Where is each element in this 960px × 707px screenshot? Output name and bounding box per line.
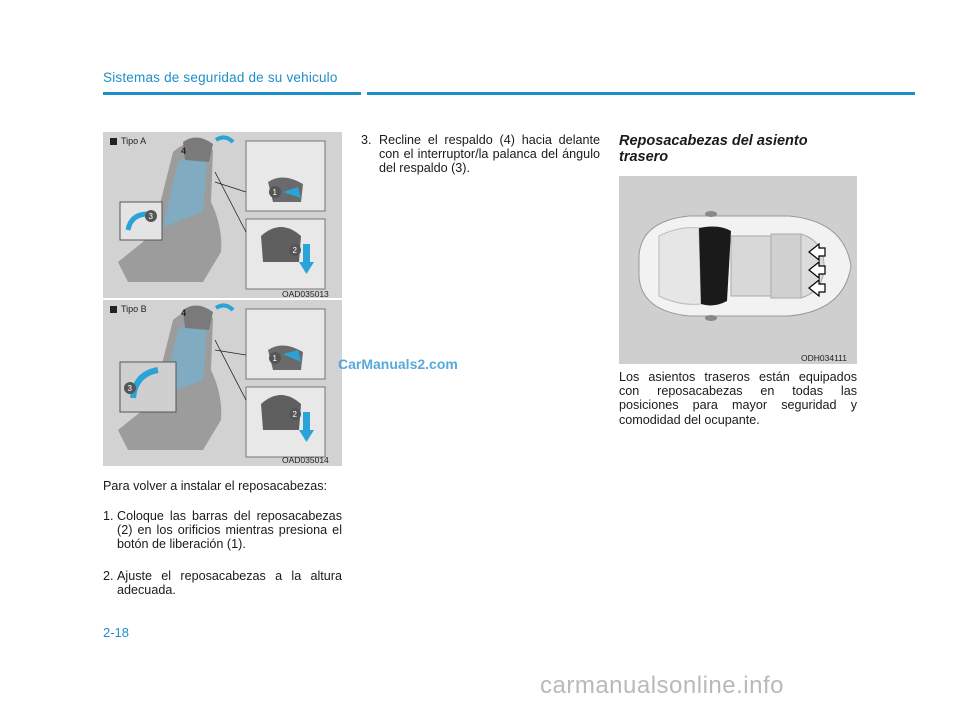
seat-illustration-a <box>103 132 342 298</box>
svg-text:4: 4 <box>181 146 187 156</box>
header-rule-right <box>367 92 915 95</box>
svg-text:4: 4 <box>181 308 187 318</box>
section-title: Reposacabezas del asiento trasero <box>619 133 808 165</box>
svg-text:2: 2 <box>292 246 297 255</box>
list-item-2-text: Ajuste el reposacabezas a la altura adecuada. <box>117 569 342 598</box>
page-number: 2-18 <box>103 625 130 640</box>
svg-text:3: 3 <box>127 384 132 393</box>
svg-text:3: 3 <box>148 212 153 221</box>
list-item-2-number: 2. <box>103 569 114 583</box>
figure-b-code: OAD035014 <box>282 455 329 465</box>
list-item-3-text: Recline el respaldo (4) hacia delante con el interruptor/la palanca del ángulo del respaldo (3). <box>379 133 600 176</box>
figure-b-label-text: Tipo B <box>121 304 147 314</box>
figure-a-label <box>110 136 146 146</box>
figure-rear-car <box>619 176 857 364</box>
figure-c-code: ODH034111 <box>801 353 847 363</box>
svg-text:2: 2 <box>292 410 297 419</box>
list-item-1 <box>103 509 342 552</box>
list-item-1-text: Coloque las barras del reposacabezas (2) en los orificios mientras presiona el botón de liberación (1). <box>117 509 342 552</box>
watermark-bottom: carmanualsonline.info <box>540 672 784 699</box>
bullet-square-icon <box>110 138 117 145</box>
svg-text:1: 1 <box>272 188 277 197</box>
section-header-title: Sistemas de seguridad de su vehiculo <box>103 70 338 85</box>
figure-tipo-b <box>103 300 342 466</box>
list-item-2 <box>103 569 342 597</box>
figure-a-code: OAD035013 <box>282 289 329 299</box>
list-item-3-number: 3. <box>361 133 372 147</box>
figure-tipo-a <box>103 132 342 298</box>
watermark-top: CarManuals2.com <box>338 356 458 372</box>
intro-paragraph: Para volver a instalar el reposacabezas: <box>103 479 328 493</box>
figure-a-label-text: Tipo A <box>121 136 147 146</box>
seat-illustration-b <box>103 300 342 466</box>
figure-b-label <box>110 304 147 314</box>
list-item-3 <box>361 133 600 176</box>
list-item-1-number: 1. <box>103 509 114 523</box>
bullet-square-icon <box>110 306 117 313</box>
rear-headrest-paragraph: Los asientos traseros están equipados con reposacabezas en todas las posiciones para mayor seguridad y comodidad del ocupante. <box>619 370 857 427</box>
svg-text:1: 1 <box>272 354 277 363</box>
header-rule-left <box>103 92 361 95</box>
car-top-view-illustration <box>619 176 857 364</box>
